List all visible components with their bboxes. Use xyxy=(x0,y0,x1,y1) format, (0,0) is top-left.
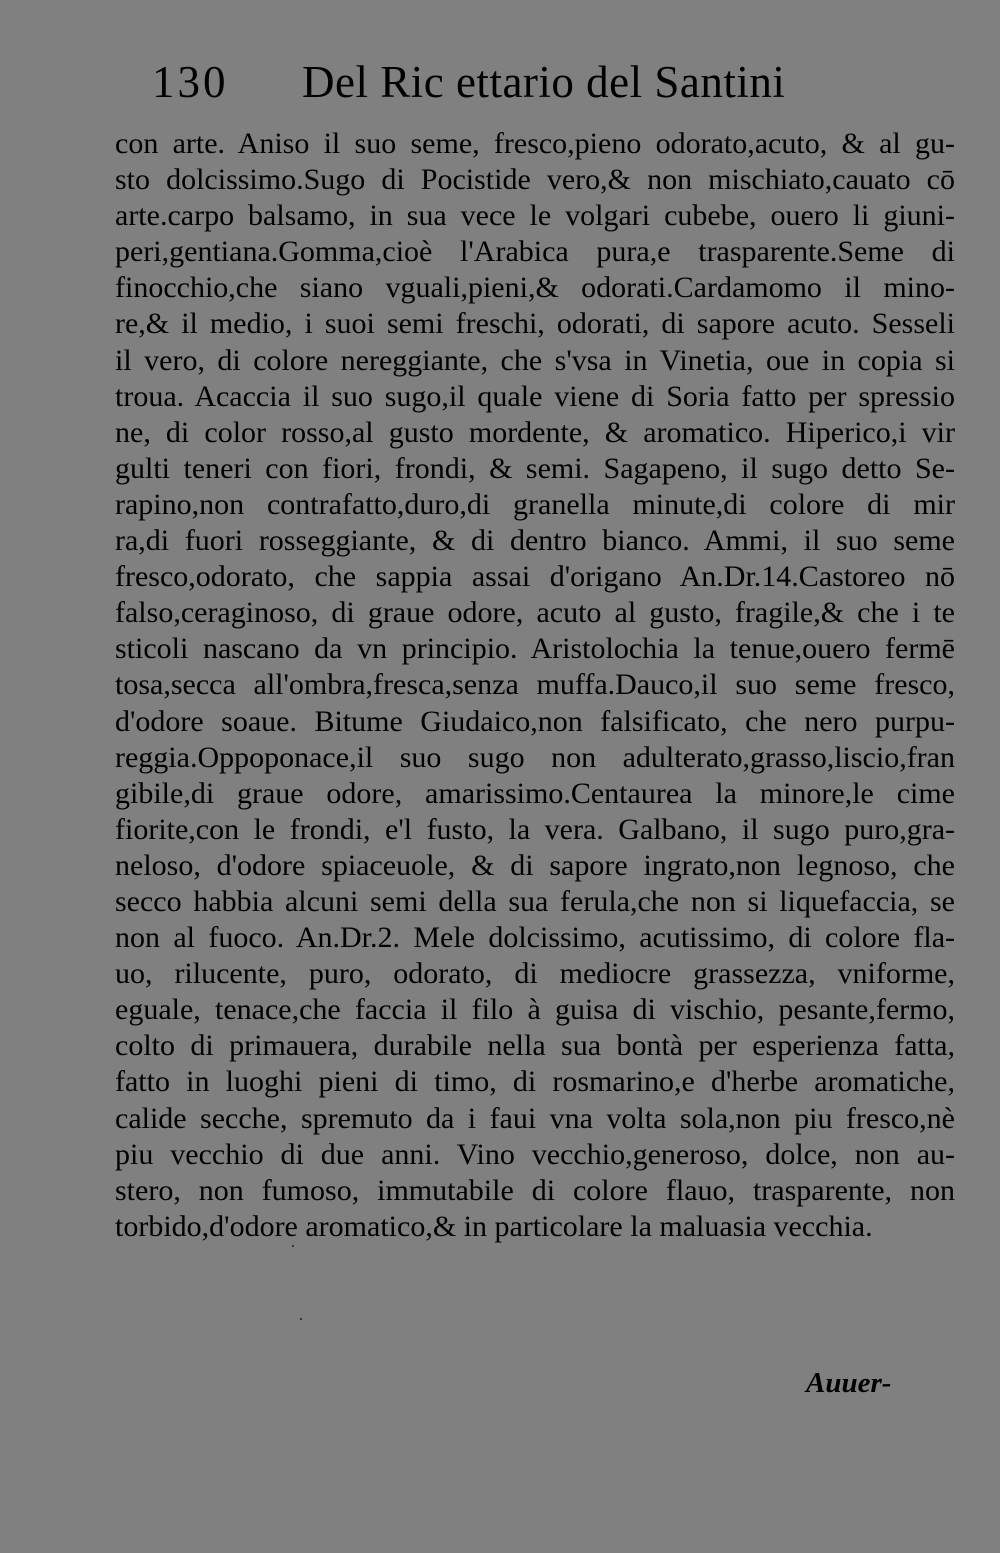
text-line: re,& il medio, i suoi semi freschi, odorati, di sapore acuto. Sesseli xyxy=(115,307,955,341)
running-title: Del Ric ettario del Santini xyxy=(302,57,786,107)
print-speck xyxy=(300,1318,302,1320)
text-line: gulti teneri con fiori, frondi, & semi. Sagapeno, il sugo detto Se- xyxy=(115,451,955,485)
text-line: troua. Acaccia il suo sugo,il quale viene di Soria fatto per spressio xyxy=(115,379,955,413)
print-speck xyxy=(292,1245,294,1247)
body-text xyxy=(115,126,955,1245)
text-line: sticoli nascano da vn principio. Aristolochia la tenue,ouero fermē xyxy=(115,632,955,666)
page-number: 130 xyxy=(152,57,229,107)
text-line: secco habbia alcuni semi della sua ferula,che non si liquefaccia, se xyxy=(115,884,955,918)
text-line: gibile,di graue odore, amarissimo.Centaurea la minore,le cime xyxy=(115,776,955,810)
text-line: fiorite,con le frondi, e'l fusto, la vera. Galbano, il sugo puro,gra- xyxy=(115,812,955,846)
text-line: calide secche, spremuto da i faui vna volta sola,non piu fresco,nè xyxy=(115,1101,955,1135)
text-line: con arte. Aniso il suo seme, fresco,pieno odorato,acuto, & al gu- xyxy=(115,127,955,160)
text-line: ra,di fuori rosseggiante, & di dentro bianco. Ammi, il suo seme xyxy=(115,524,955,558)
text-line: falso,ceraginoso, di graue odore, acuto al gusto, fragile,& che i te xyxy=(115,596,955,630)
text-line: tosa,secca all'ombra,fresca,senza muffa.Dauco,il suo seme fresco, xyxy=(115,668,955,702)
text-line: reggia.Oppoponace,il suo sugo non adulterato,grasso,liscio,fran xyxy=(115,740,955,774)
text-line: rapino,non contrafatto,duro,di granella minute,di colore di mir xyxy=(115,487,955,521)
text-line: peri,gentiana.Gomma,cioè l'Arabica pura,e trasparente.Seme di xyxy=(115,235,955,269)
text-line: d'odore soaue. Bitume Giudaico,non falsificato, che nero purpu- xyxy=(115,704,955,738)
text-line: uo, rilucente, puro, odorato, di mediocre grassezza, vniforme, xyxy=(115,957,955,991)
text-line: arte.carpo balsamo, in sua vece le volgari cubebe, ouero li giuni- xyxy=(115,199,955,233)
text-line: ne, di color rosso,al gusto mordente, & aromatico. Hiperico,i vir xyxy=(115,415,955,449)
text-line: fatto in luoghi pieni di timo, di rosmarino,e d'herbe aromatiche, xyxy=(115,1065,955,1099)
text-line: stero, non fumoso, immutabile di colore flauo, trasparente, non xyxy=(115,1173,955,1207)
text-line: eguale, tenace,che faccia il filo à guisa di vischio, pesante,fermo, xyxy=(115,993,955,1027)
text-line: il vero, di colore nereggiante, che s'vsa in Vinetia, oue in copia si xyxy=(115,343,955,377)
text-line: colto di primauera, durabile nella sua bontà per esperienza fatta, xyxy=(115,1029,955,1063)
catchword: Auuer- xyxy=(806,1367,892,1399)
text-line: fresco,odorato, che sappia assai d'origano An.Dr.14.Castoreo nō xyxy=(115,560,955,594)
text-line: sto dolcissimo.Sugo di Pocistide vero,& non mischiato,cauato cō xyxy=(115,163,955,197)
text-line: non al fuoco. An.Dr.2. Mele dolcissimo, acutissimo, di colore fla- xyxy=(115,921,955,955)
text-line: neloso, d'odore spiaceuole, & di sapore ingrato,non legnoso, che xyxy=(115,848,955,882)
text-line: finocchio,che siano vguali,pieni,& odorati.Cardamomo il mino- xyxy=(115,271,955,305)
text-line: torbido,d'odore aromatico,& in particolare la maluasia vecchia. xyxy=(115,1209,873,1243)
text-line: piu vecchio di due anni. Vino vecchio,generoso, dolce, non au- xyxy=(115,1137,955,1171)
running-head xyxy=(152,52,792,112)
